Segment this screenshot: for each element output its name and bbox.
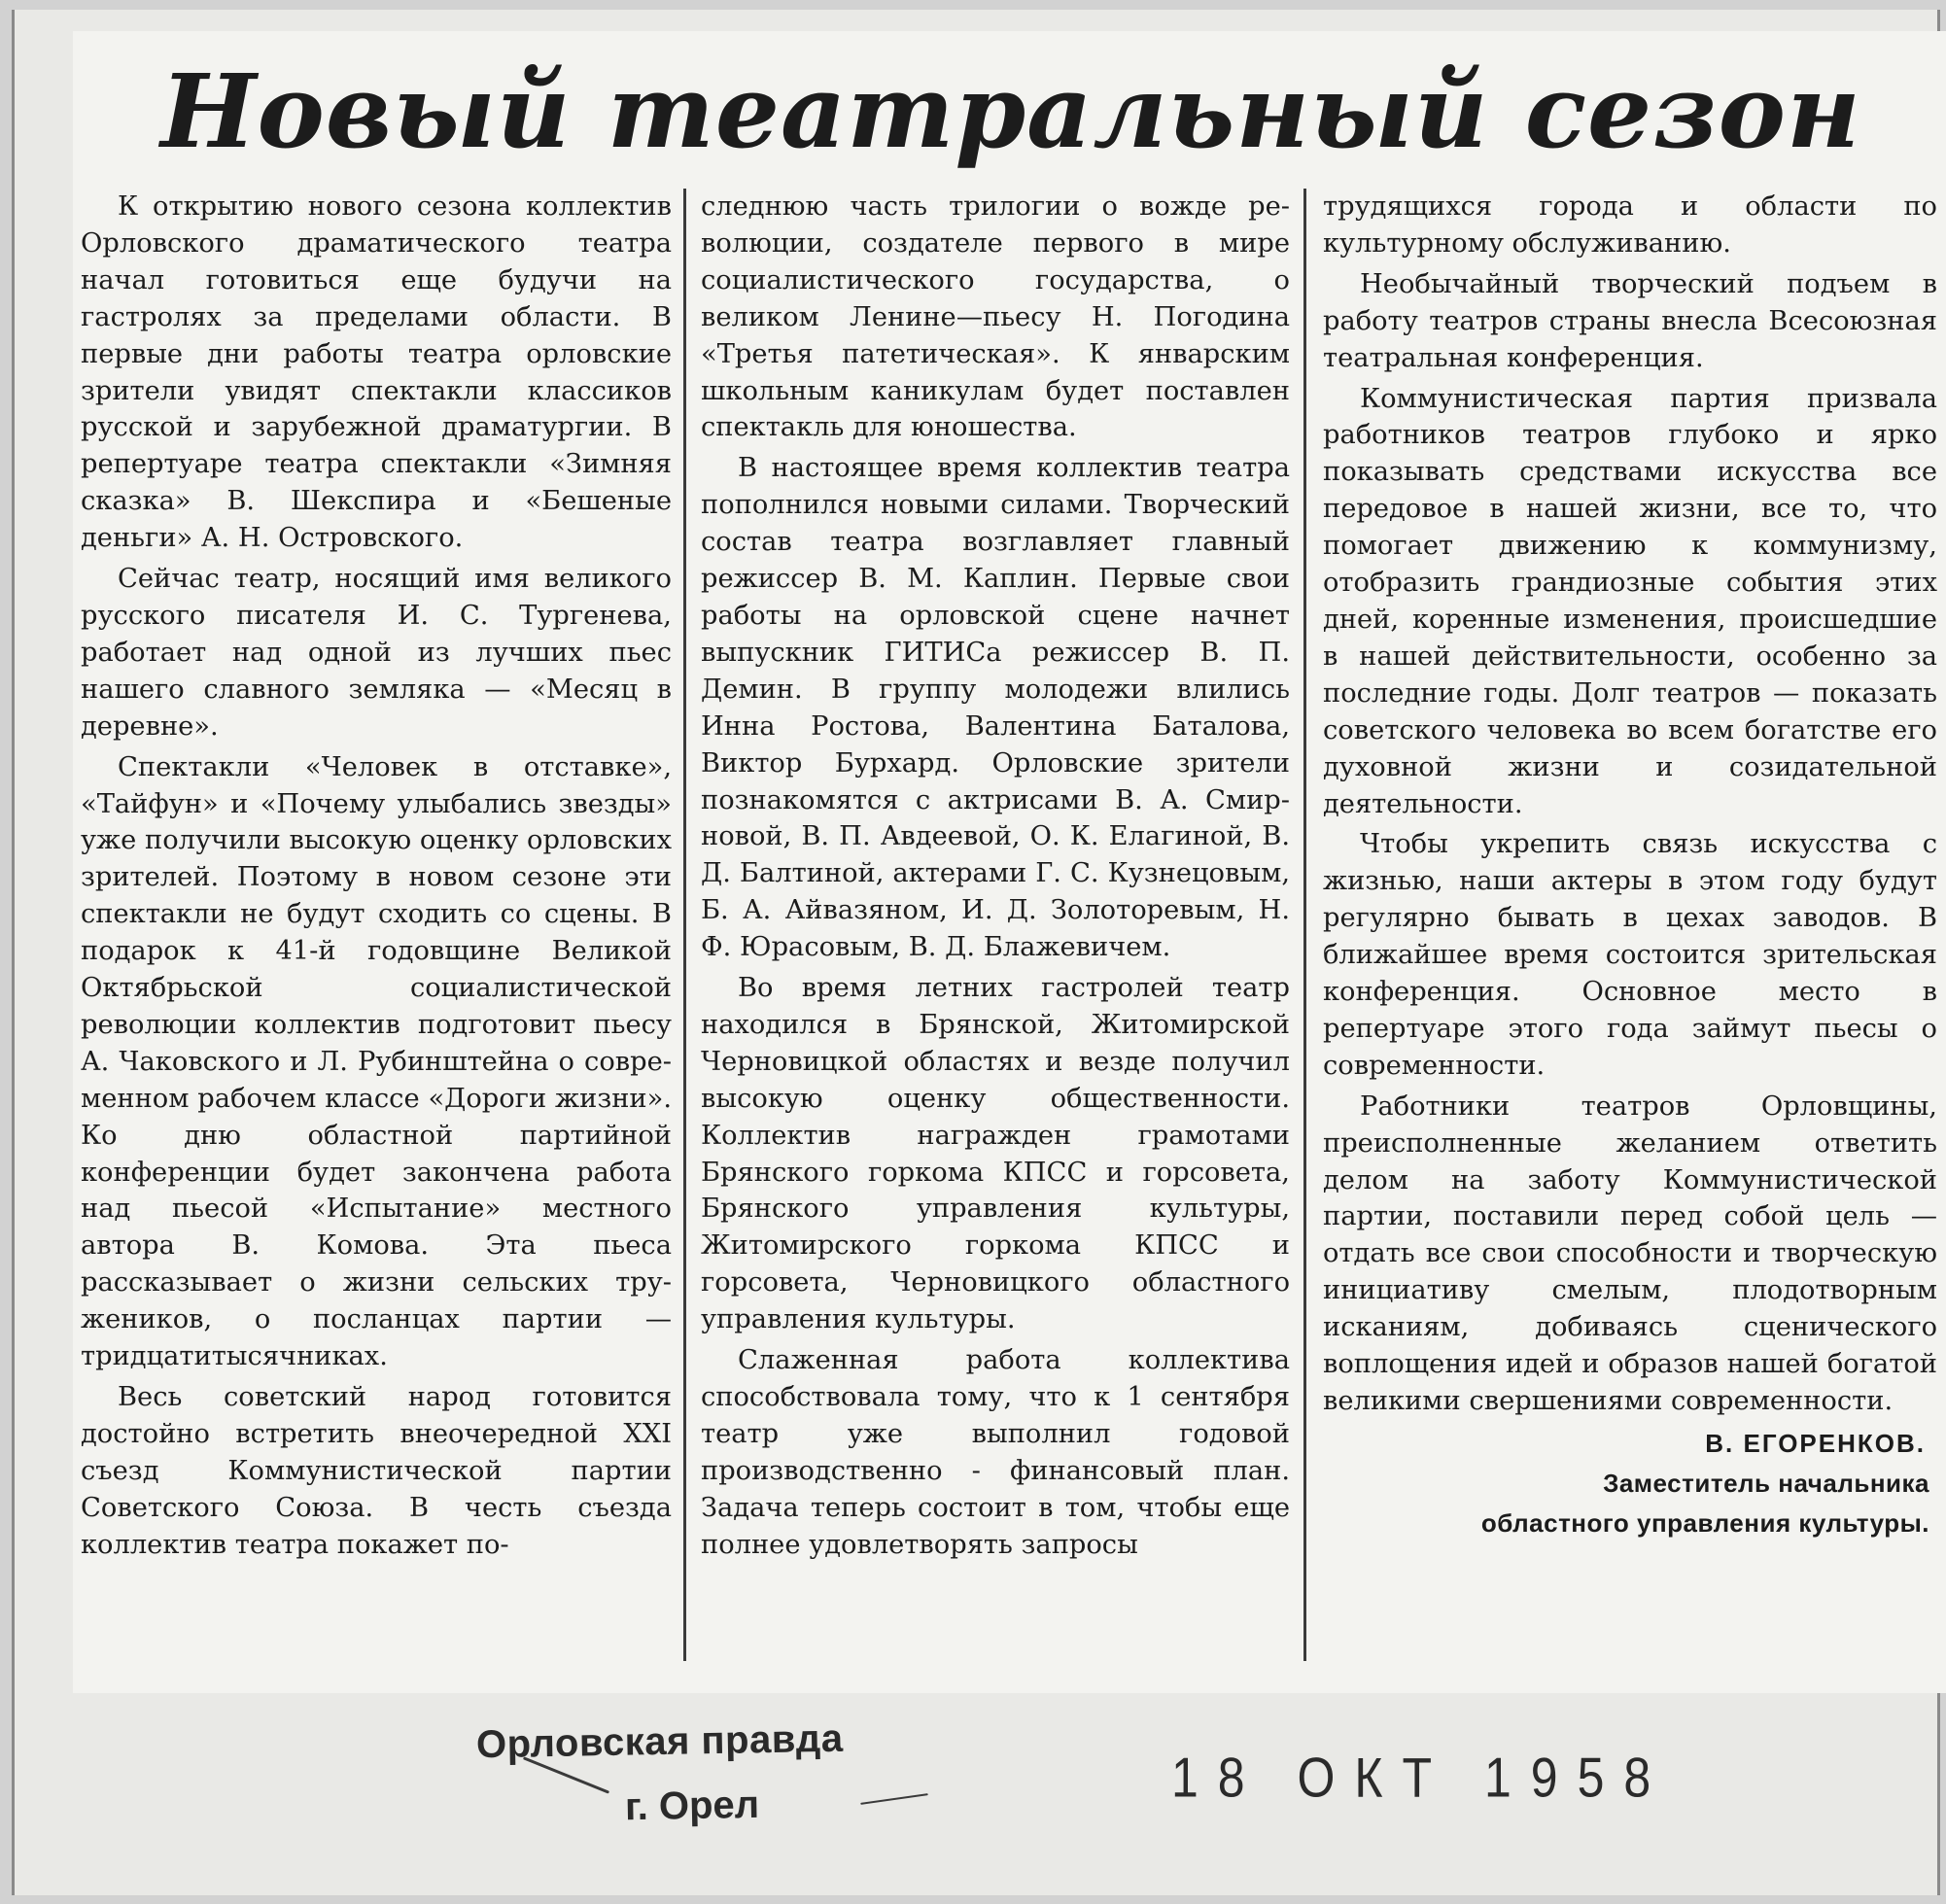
- paragraph: следнюю часть трилогии о вожде революции, создателе первого в мире социалистического государства, о великом Ленине—пьесу Н. Погодина «Третья патетическая». К январским школьным каникулам будет поставлен спектакль для юношества.: [701, 191, 1290, 443]
- article-column-2: [701, 189, 1290, 1676]
- date-stamp: 18 ОКТ 1958: [1171, 1746, 1671, 1810]
- paragraph: Спектакли «Человек в отставке», «Тайфун» и «Почему улыбались звезды» уже получили высокую оценку орловских зрителей. Поэтому в новом сезоне эти спектакли не будут сходить со сцены. В подарок к 41-й годовщине Великой Октябрьской социалистической революции коллектив подготовит пьесу А. Чаковского и Л. Рубинштейна о современном рабочем классе «Дороги жизни». Ко дню областной партийной конференции будет закончена работа над пьесой «Испытание» местного автора В. Комова. Эта пьеса рассказывает о жизни сельских тружеников, о посланцах партии — тридцатитысячниках.: [81, 751, 672, 1372]
- city-stamp: г. Орел: [624, 1783, 760, 1829]
- author-position: областного управления культуры.: [1480, 1507, 1929, 1538]
- author-name: В. ЕГОРЕНКОВ.: [1705, 1428, 1926, 1458]
- paragraph: В настоящее время коллектив театра пополнился новыми силами. Творческий состав театра возглавляет главный режиссер В. М. Каплин. Первые свои работы на орловской сцене начнет выпускник ГИТИСа режиссер В. П. Демин. В группу молодежи влились Инна Ростова, Валентина Баталова, Виктор Бурхард. Орловские зрители познакомятся с актрисами В. А. Смирновой, В. П. Авдеевой, О. К. Елагиной, В. Д. Балтиной, актерами Г. С. Кузнецовым, Б. А. Айвазяном, И. Д. Золоторевым, Н. Ф. Юрасовым, В. Д. Блажевичем.: [701, 453, 1290, 963]
- paragraph: Чтобы укрепить связь искусства с жизнью, наши актеры в этом году будут регулярно бывать в цехах заводов. В ближайшее время состоится зрительская конференция. Основное место в репертуаре этого года займут пьесы о современности.: [1323, 829, 1937, 1081]
- article-headline: Новый театральный сезон: [160, 52, 1861, 171]
- paragraph: К открытию нового сезона коллектив Орловского драматического театра начал готовиться еще будучи на гастролях за пределами области. В первые дни работы театра орловские зрители увидят спектакли классиков русской и зарубежной драматургии. В репертуаре театра спектакли «Зимняя сказка» В. Шекспира и «Бешеные деньги» А. Н. Островского.: [81, 191, 672, 554]
- paragraph: Коммунистическая партия призвала работников театров глубоко и ярко показывать средствами искусства все передовое в нашей жизни, все то, что помогает движению к коммунизму, отобразить грандиозные события этих дней, коренные изменения, происшедшие в нашей действительности, особенно за последние годы. Долг театров — показать советского человека во всем богатстве его духовной жизни и созидательной деятельности.: [1323, 383, 1937, 819]
- newspaper-clipping: [73, 31, 1946, 1693]
- article-column-1: [81, 189, 672, 1676]
- column-divider: [1303, 189, 1306, 1661]
- clipping-sheet: [12, 10, 1940, 1895]
- newspaper-stamp: Орловская правда: [475, 1716, 844, 1767]
- column-divider: [683, 189, 686, 1661]
- paragraph: Весь советский народ готовится достойно встретить внеочередной XXI съезд Коммунистической партии Советского Союза. В честь съезда коллектив театра покажет по-: [81, 1382, 672, 1560]
- article-column-3: [1323, 189, 1937, 1676]
- paragraph: Слаженная работа коллектива способствовала тому, что к 1 сентября театр уже выполнил годовой производственно - финансовый план. Задача теперь состоит в том, чтобы еще полнее удовлетворять запросы: [701, 1345, 1290, 1560]
- paragraph: Работники театров Орловщины, преисполненные желанием ответить делом на заботу Коммунистической партии, поставили перед собой цель — отдать все свои способности и творческую инициативу смелым, плодотворным исканиям, добиваясь сценического воплощения идей и образов нашей богатой великими свершениями современности.: [1323, 1090, 1937, 1416]
- author-position: Заместитель начальника: [1603, 1468, 1929, 1498]
- paragraph: трудящихся города и области по культурному обслуживанию.: [1323, 191, 1937, 259]
- paragraph: Во время летних гастролей театр находился в Брянской, Житомирской Черновицкой областях и везде получил высокую оценку общественности. Коллектив награжден грамотами Брянского горкома КПСС и горсовета, Брянского управления культуры, Житомирского горкома КПСС и горсовета, Черновицкого областного управления культуры.: [701, 973, 1290, 1335]
- paragraph: Необычайный творческий подъем в работу театров страны внесла Всесоюзная театральная конференция.: [1323, 268, 1937, 373]
- paragraph: Сейчас театр, носящий имя великого русского писателя И. С. Тургенева, работает над одной из лучших пьес нашего славного земляка — «Месяц в деревне».: [81, 564, 672, 742]
- ink-smudge: [860, 1793, 928, 1805]
